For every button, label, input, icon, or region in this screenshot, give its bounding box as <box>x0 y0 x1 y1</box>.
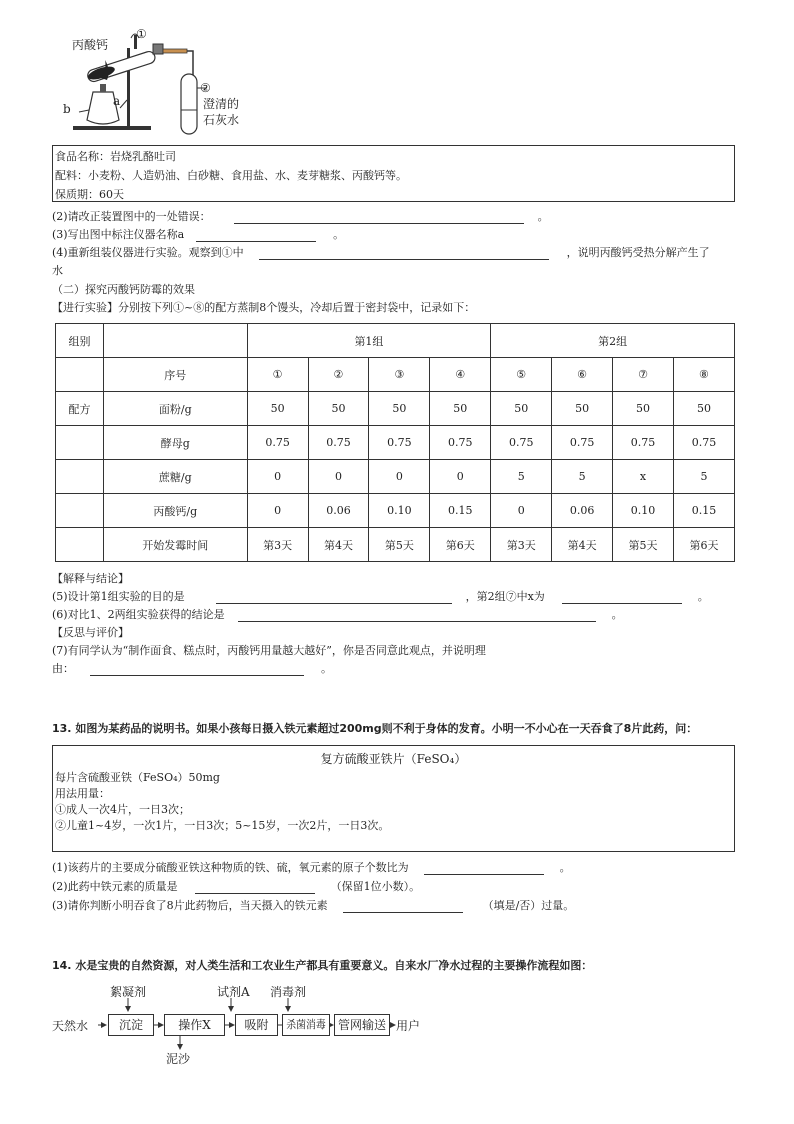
flow-step-4-label: 杀菌消毒 <box>286 1018 326 1031</box>
question-3-text: (3)写出图中标注仪器名称a <box>52 228 185 241</box>
q13-question-2-end: （保留1位小数）。 <box>330 880 421 893</box>
answer-blank-q5b[interactable] <box>562 592 682 604</box>
stand-base <box>73 126 151 130</box>
question-3-end: 。 <box>333 228 345 241</box>
row-label: 面粉/g <box>103 392 247 426</box>
table-cell-empty <box>56 358 104 392</box>
flow-source: 天然水 <box>52 1019 89 1033</box>
medicine-box <box>52 745 735 852</box>
flow-byproduct: 泥沙 <box>166 1052 191 1066</box>
food-name: 食品名称：岩烧乳酪吐司 <box>55 150 176 163</box>
table-cell: 0 <box>247 494 308 528</box>
table-body <box>56 358 735 562</box>
question-6-end: 。 <box>611 608 623 621</box>
medicine-line3: ①成人一次4片，一日3次； <box>55 803 190 816</box>
answer-blank-q13-1[interactable] <box>424 863 544 875</box>
table-cell: 50 <box>491 392 552 426</box>
question-5-mid: ，第2组⑦中x为 <box>465 590 545 603</box>
question-6-text: (6)对比1、2两组实验获得的结论是 <box>52 608 225 621</box>
label-reagent: 丙酸钙 <box>72 38 109 52</box>
table-cell: 第6天 <box>430 528 491 562</box>
table-cell-empty <box>56 494 104 528</box>
table-cell: ④ <box>430 358 491 392</box>
table-cell: 0.10 <box>369 494 430 528</box>
table-cell: ⑧ <box>673 358 734 392</box>
question-5-text: (5)设计第1组实验的目的是 <box>52 590 185 603</box>
table-header-row <box>56 324 735 358</box>
q13-question-1-text: (1)该药片的主要成分硫酸亚铁这种物质的铁、硫，氧元素的原子个数比为 <box>52 861 409 874</box>
table-cell: 0.75 <box>247 426 308 460</box>
table-cell: 0.10 <box>613 494 674 528</box>
table-cell: 第5天 <box>369 528 430 562</box>
table-cell: ⑤ <box>491 358 552 392</box>
table-row <box>56 426 735 460</box>
q13-question-1 <box>52 861 571 875</box>
table-cell: 第5天 <box>613 528 674 562</box>
table-cell: 第4天 <box>308 528 369 562</box>
flow-step-2: 操作X <box>164 1014 225 1036</box>
row-label: 蔗糖/g <box>103 460 247 494</box>
flow-reagent-a: 试剂A <box>217 985 250 999</box>
table-cell: 0.06 <box>308 494 369 528</box>
table-cell: 50 <box>552 392 613 426</box>
header-group: 组别 <box>56 324 104 358</box>
question-2-end: 。 <box>537 210 549 223</box>
table-cell: ⑥ <box>552 358 613 392</box>
question-2 <box>52 210 549 224</box>
table-cell: 0.06 <box>552 494 613 528</box>
table-cell: ① <box>247 358 308 392</box>
medicine-line2: 用法用量： <box>55 787 110 800</box>
table-cell: 0.75 <box>491 426 552 460</box>
row-label: 开始发霉时间 <box>103 528 247 562</box>
question-4-text: (4)重新组装仪器进行实验。观察到①中 <box>52 246 244 259</box>
answer-blank-q7[interactable] <box>90 664 304 676</box>
part2-heading: （二）探究丙酸钙防霉的效果 <box>52 283 195 296</box>
answer-blank-q3[interactable] <box>196 230 316 242</box>
conclusion-heading: 【解释与结论】 <box>52 572 129 585</box>
flow-step-1: 沉淀 <box>108 1014 154 1036</box>
food-info-box <box>52 145 735 202</box>
flow-step-5-label: 管网输送 <box>337 1018 386 1032</box>
table-cell: 0.75 <box>308 426 369 460</box>
table-cell: 0 <box>491 494 552 528</box>
question-2-text: (2)请改正装置图中的一处错误： <box>52 210 211 223</box>
table-cell-empty <box>56 460 104 494</box>
table-cell: 第3天 <box>491 528 552 562</box>
table-cell: 50 <box>673 392 734 426</box>
row-label: 序号 <box>103 358 247 392</box>
table-cell: 50 <box>369 392 430 426</box>
experiment-table <box>55 323 735 562</box>
test-tube <box>86 50 156 83</box>
table-cell: 0.75 <box>552 426 613 460</box>
table-cell-empty <box>56 528 104 562</box>
row-label: 丙酸钙/g <box>103 494 247 528</box>
q13-title: 13. 如图为某药品的说明书。如果小孩每日摄入铁元素超过200mg则不利于身体的发育。小明一不小心在一天吞食了8片此药，问： <box>52 722 698 735</box>
table-row <box>56 494 735 528</box>
flow-step-4 <box>282 1014 330 1036</box>
recipe-label-cell: 配方 <box>56 392 104 426</box>
q13-question-2-text: (2)此药中铁元素的质量是 <box>52 880 178 893</box>
table-cell: ② <box>308 358 369 392</box>
q14-title: 14. 水是宝贵的自然资源，对人类生活和工农业生产都具有重要意义。自来水厂净水过程的主要操作流程如图： <box>52 959 593 972</box>
medicine-line4: ②儿童1~4岁，一次1片，一日3次；5~15岁，一次2片，一日3次。 <box>55 819 390 832</box>
question-3 <box>52 228 344 242</box>
table-cell: ⑦ <box>613 358 674 392</box>
row-label: 酵母g <box>103 426 247 460</box>
table-row <box>56 392 735 426</box>
answer-blank-q6[interactable] <box>238 610 596 622</box>
table-cell: 第4天 <box>552 528 613 562</box>
q13-question-3 <box>52 899 574 913</box>
question-7: (7)有同学认为“制作面食、糕点时，丙酸钙用量越大越好”，你是否同意此观点，并说明理 <box>52 644 486 657</box>
label-2: ② <box>200 81 211 95</box>
table-cell: 第3天 <box>247 528 308 562</box>
table-cell: 50 <box>430 392 491 426</box>
table-cell: 5 <box>552 460 613 494</box>
table-cell: 0.15 <box>673 494 734 528</box>
answer-blank-q2[interactable] <box>234 212 524 224</box>
medicine-line1: 每片含硫酸亚铁（FeSO₄）50mg <box>55 771 220 784</box>
table-cell: 5 <box>673 460 734 494</box>
flow-step-5 <box>334 1014 390 1036</box>
receiving-tube <box>181 74 197 134</box>
question-4 <box>52 246 710 260</box>
q13-question-3-end: （填是/否）过量。 <box>482 899 575 912</box>
question-7-line2-text: 由： <box>52 662 74 675</box>
label-limewater-1: 澄清的 <box>203 97 240 111</box>
table-cell: 0.75 <box>369 426 430 460</box>
question-6 <box>52 608 623 622</box>
table-cell: x <box>613 460 674 494</box>
label-limewater-2: 石灰水 <box>203 113 240 127</box>
label-b: b <box>63 102 71 116</box>
table-cell: 0 <box>247 460 308 494</box>
experiment-intro: 【进行实验】分别按下列①~⑧的配方蒸制8个馒头，冷却后置于密封袋中，记录如下： <box>52 301 476 314</box>
table-row <box>56 528 735 562</box>
answer-blank-q5a[interactable] <box>216 592 452 604</box>
q13-question-1-end: 。 <box>559 861 571 874</box>
question-5 <box>52 590 709 604</box>
table-cell: ③ <box>369 358 430 392</box>
table-cell: 0.75 <box>673 426 734 460</box>
label-a: a <box>113 94 121 108</box>
question-4-after: ，说明丙酸钙受热分解产生了 <box>566 246 710 259</box>
reflect-heading: 【反思与评价】 <box>52 626 129 639</box>
flow-reagent-flocculant: 絮凝剂 <box>110 985 147 999</box>
food-ingredients: 配料：小麦粉、人造奶油、白砂糖、食用盐、水、麦芽糖浆、丙酸钙等。 <box>55 169 407 182</box>
table-cell: 50 <box>247 392 308 426</box>
answer-blank-q13-2[interactable] <box>195 882 315 894</box>
table-cell-empty <box>56 426 104 460</box>
table-cell: 0 <box>308 460 369 494</box>
header-empty <box>103 324 247 358</box>
question-7-line2 <box>52 662 332 676</box>
question-4-tail: 水 <box>52 264 63 277</box>
medicine-title: 复方硫酸亚铁片（FeSO₄） <box>320 752 467 766</box>
flow-user: 用户 <box>396 1019 421 1033</box>
q13-question-3-text: (3)请你判断小明吞食了8片此药物后，当天摄入的铁元素 <box>52 899 328 912</box>
header-group2: 第2组 <box>491 324 735 358</box>
table-cell: 第6天 <box>673 528 734 562</box>
table-cell: 0 <box>369 460 430 494</box>
q13-question-2 <box>52 880 420 894</box>
food-shelf-life: 保质期：60天 <box>55 188 124 201</box>
table-cell: 50 <box>613 392 674 426</box>
table-row <box>56 358 735 392</box>
answer-blank-q4[interactable] <box>259 248 549 260</box>
table-cell: 5 <box>491 460 552 494</box>
answer-blank-q13-3[interactable] <box>343 901 463 913</box>
table-cell: 0.15 <box>430 494 491 528</box>
table-cell: 0.75 <box>613 426 674 460</box>
header-group1: 第1组 <box>247 324 491 358</box>
label-1: ① <box>136 27 147 41</box>
table-cell: 0.75 <box>430 426 491 460</box>
table-cell: 0 <box>430 460 491 494</box>
table-row <box>56 460 735 494</box>
flow-reagent-disinfectant: 消毒剂 <box>270 985 307 999</box>
flow-step-3: 吸附 <box>235 1014 278 1036</box>
question-7-end: 。 <box>321 662 332 675</box>
question-5-end: 。 <box>697 590 709 603</box>
table-cell: 50 <box>308 392 369 426</box>
